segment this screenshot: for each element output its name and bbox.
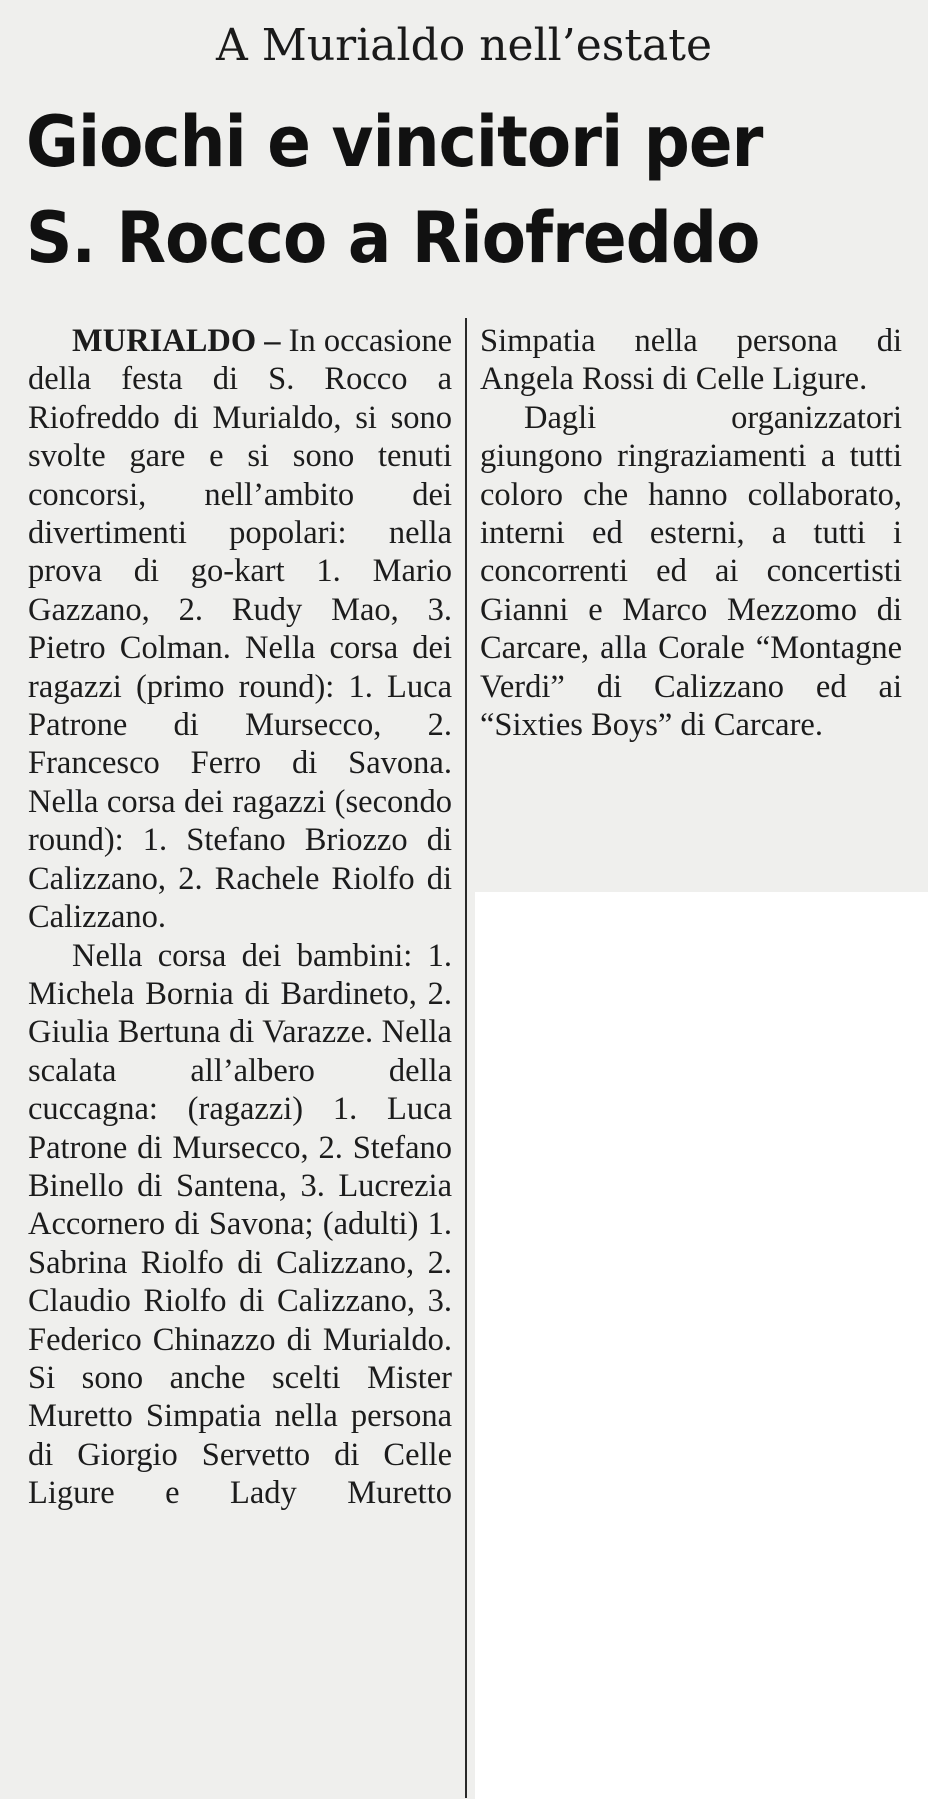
paragraph-1 xyxy=(28,322,452,937)
paragraph-3: Simpatia nella persona di Angela Rossi di Celle Ligure. xyxy=(480,323,902,398)
article-headline xyxy=(26,94,845,286)
left-column xyxy=(28,322,452,1513)
paragraph-4: Dagli organizzatori giungono ringraziamenti a tutti coloro che hanno collaborato, interni ed esterni, a tutti i concorrenti ed ai concertisti Gianni e Marco Mezzomo di Carcare, alla Corale “Montagne Verdi” di Calizzano ed ai “Sixties Boys” di Carcare. xyxy=(480,399,902,744)
column-divider xyxy=(465,318,467,1798)
article-kicker: A Murialdo nell’estate xyxy=(216,20,712,71)
dateline: MURIALDO – xyxy=(72,323,289,359)
headline-line-2: S. Rocco a Riofreddo xyxy=(26,197,760,279)
paragraph-2: Nella corsa dei bambini: 1. Michela Bornia di Bardineto, 2. Giulia Bertuna di Varazze. Nella scalata all’albero della cuccagna: (ragazzi) 1. Luca Patrone di Mursecco, 2. Stefano Binello di Santena, 3. Lucrezia Accornero di Savona; (adulti) 1. Sabrina Riolfo di Calizzano, 2. Claudio Riolfo di Calizzano, 3. Federico Chinazzo di Murialdo. Si sono anche scelti Mister Muretto Simpatia nella persona di Giorgio Servetto di Celle Ligure e Lady Muretto xyxy=(28,937,452,1512)
right-column xyxy=(480,322,902,744)
paragraph-1-text: In occasione della festa di S. Rocco a Riofreddo di Murialdo, si sono svolte gare e si sono tenuti concorsi, nell’ambito dei divertimenti popolari: nella prova di go-kart 1. Mario Gazzano, 2. Rudy Mao, 3. Pietro Colman. Nella corsa dei ragazzi (primo round): 1. Luca Patrone di Mursecco, 2. Francesco Ferro di Savona. Nella corsa dei ragazzi (secondo round): 1. Stefano Briozzo di Calizzano, 2. Rachele Riolfo di Calizzano. xyxy=(28,323,452,936)
headline-line-1: Giochi e vincitori per xyxy=(26,101,763,183)
